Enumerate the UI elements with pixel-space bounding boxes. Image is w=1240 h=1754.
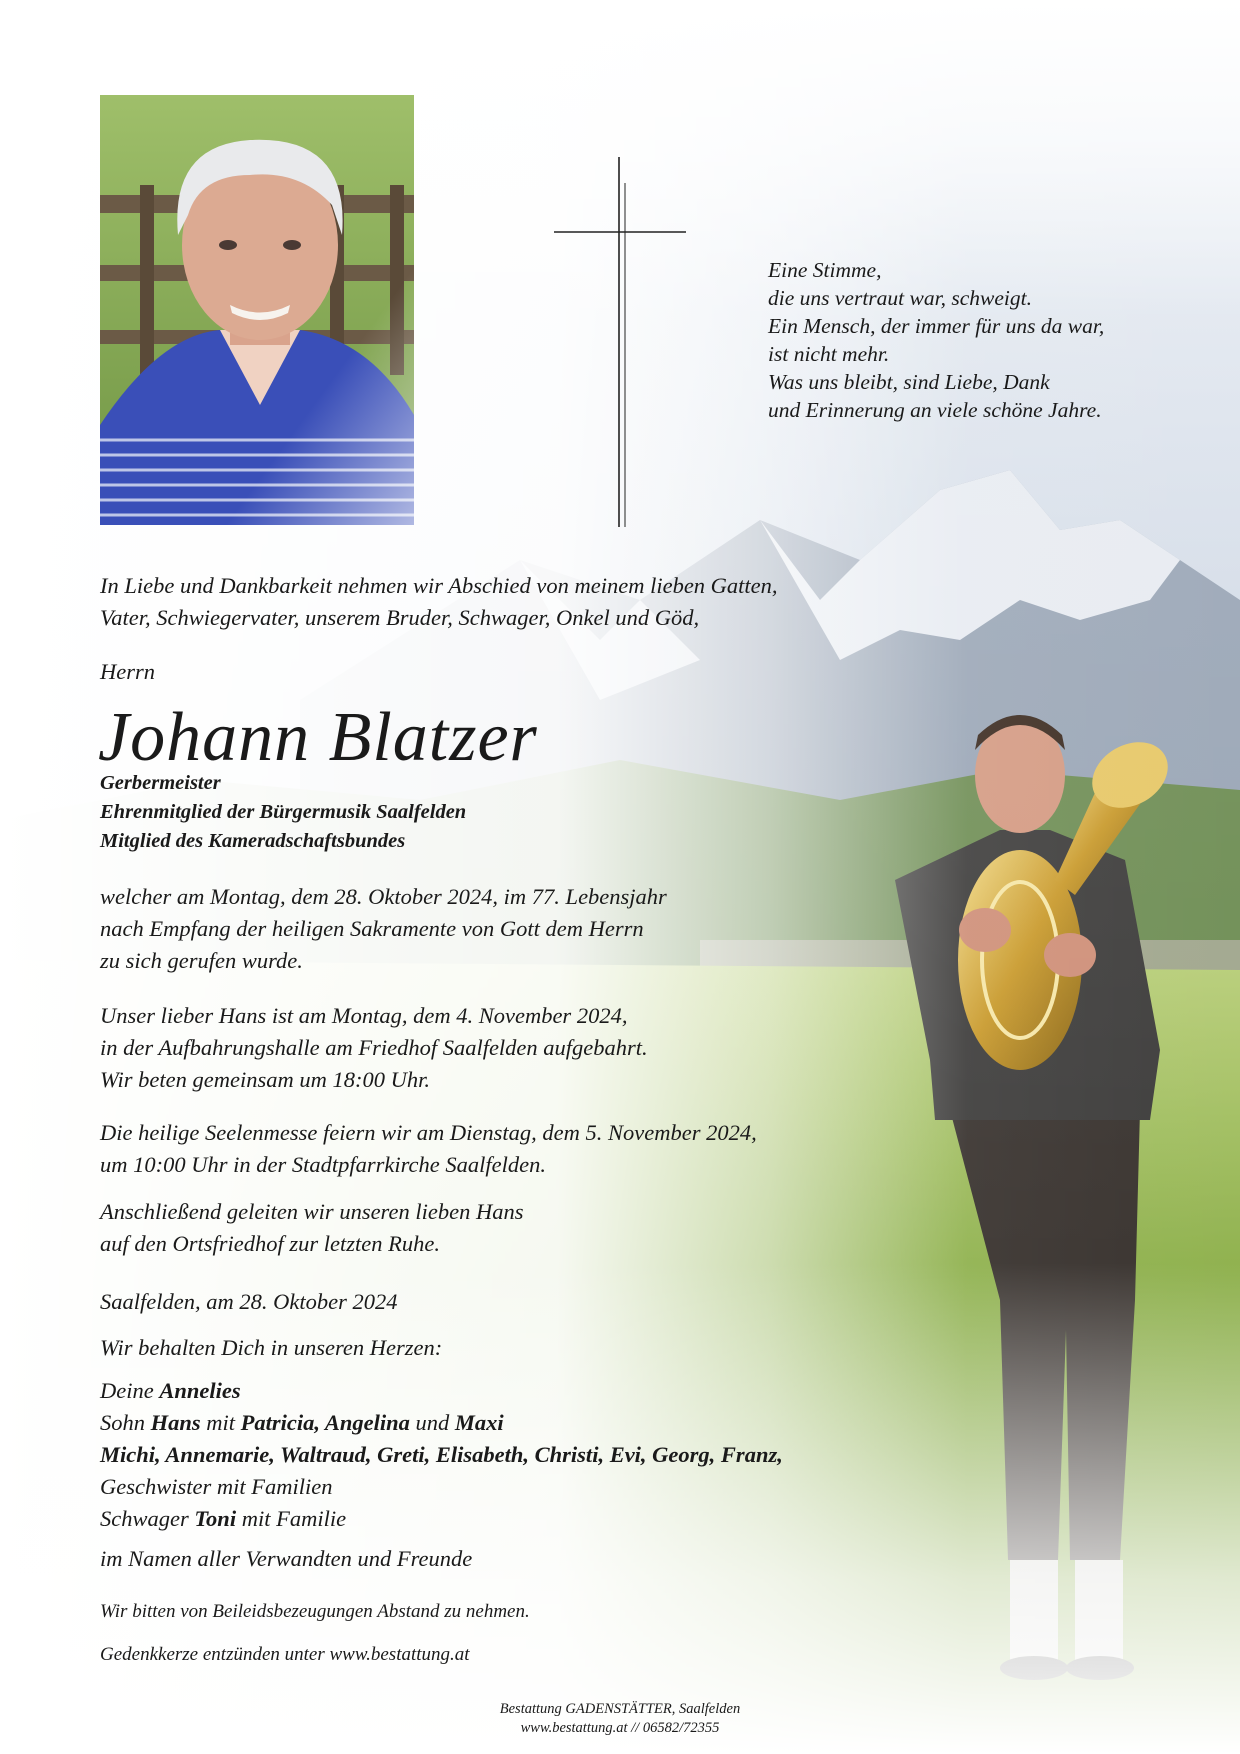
mass-line: Die heilige Seelenmesse feiern wir am Dienstag, dem 5. November 2024,: [100, 1120, 757, 1145]
brother-in-law-name: Toni: [194, 1506, 237, 1531]
death-line: zu sich gerufen wurde.: [100, 948, 303, 973]
memorial-poem: [768, 256, 1198, 424]
salutation: Herrn: [100, 659, 155, 684]
funeral-contact[interactable]: www.bestattung.at // 06582/72355: [520, 1720, 720, 1736]
son-name: Hans: [150, 1410, 201, 1435]
title-line: Gerbermeister: [100, 772, 221, 794]
son-family: Patricia, Angelina: [240, 1410, 410, 1435]
son-prefix: Sohn: [100, 1410, 151, 1435]
intro-line: Vater, Schwiegervater, unserem Bruder, Schwager, Onkel und Göd,: [100, 605, 700, 630]
wife-prefix: Deine: [100, 1378, 160, 1403]
death-line: nach Empfang der heiligen Sakramente von Gott dem Herrn: [100, 916, 644, 941]
wife-line: [100, 1375, 960, 1407]
intro-line: In Liebe und Dankbarkeit nehmen wir Abschied von meinem lieben Gatten,: [100, 573, 778, 598]
poem-line: ist nicht mehr.: [768, 342, 890, 366]
siblings-line: Geschwister mit Familien: [100, 1474, 333, 1499]
poem-line: Was uns bleibt, sind Liebe, Dank: [768, 370, 1050, 394]
poem-line: die uns vertraut war, schweigt.: [768, 286, 1032, 310]
poem-line: Eine Stimme,: [768, 258, 882, 282]
place-date: Saalfelden, am 28. Oktober 2024: [100, 1289, 398, 1314]
burial-line: auf den Ortsfriedhof zur letzten Ruhe.: [100, 1231, 440, 1256]
viewing-paragraph: [100, 1000, 960, 1096]
intro-paragraph: [100, 570, 960, 634]
portrait-photo: [100, 95, 414, 525]
brother-in-law-prefix: Schwager: [100, 1506, 195, 1531]
brother-in-law-suffix: mit Familie: [236, 1506, 347, 1531]
viewing-line: Wir beten gemeinsam um 18:00 Uhr.: [100, 1067, 430, 1092]
deceased-name: Johann Blatzer: [98, 699, 538, 776]
all-relatives-line: im Namen aller Verwandten und Freunde: [100, 1546, 473, 1571]
siblings-names: Michi, Annemarie, Waltraud, Greti, Elisabeth, Christi, Evi, Georg, Franz,: [100, 1442, 783, 1467]
son-and: und: [409, 1410, 455, 1435]
death-paragraph: [100, 881, 960, 977]
son-mid: mit: [200, 1410, 241, 1435]
wife-name: Annelies: [159, 1378, 241, 1403]
deceased-titles: [100, 769, 960, 856]
title-line: Ehrenmitglied der Bürgermusik Saalfelden: [100, 801, 467, 823]
family-list: [100, 1375, 960, 1535]
poem-line: Ein Mensch, der immer für uns da war,: [768, 314, 1105, 338]
title-line: Mitglied des Kameradschaftsbundes: [100, 830, 406, 852]
viewing-line: in der Aufbahrungshalle am Friedhof Saalfelden aufgebahrt.: [100, 1035, 648, 1060]
brother-in-law-line: [100, 1503, 960, 1535]
cross-symbol: [548, 157, 688, 527]
funeral-company: Bestattung GADENSTÄTTER, Saalfelden: [499, 1701, 741, 1717]
mass-paragraph: [100, 1117, 960, 1181]
poem-line: und Erinnerung an viele schöne Jahre.: [768, 398, 1102, 422]
burial-line: Anschließend geleiten wir unseren lieben Hans: [100, 1199, 524, 1224]
condolence-request: Wir bitten von Beileidsbezeugungen Abstand zu nehmen.: [100, 1601, 530, 1622]
burial-paragraph: [100, 1196, 960, 1260]
memorial-candle-link[interactable]: Gedenkkerze entzünden unter www.bestattung.at: [100, 1644, 470, 1665]
son-last: Maxi: [454, 1410, 504, 1435]
keep-in-hearts-line: Wir behalten Dich in unseren Herzen:: [100, 1335, 443, 1360]
viewing-line: Unser lieber Hans ist am Montag, dem 4. November 2024,: [100, 1003, 628, 1028]
mass-line: um 10:00 Uhr in der Stadtpfarrkirche Saalfelden.: [100, 1152, 546, 1177]
footer: [370, 1700, 870, 1738]
death-line: welcher am Montag, dem 28. Oktober 2024, im 77. Lebensjahr: [100, 884, 667, 909]
son-line: [100, 1407, 960, 1439]
siblings-names-line: [100, 1439, 960, 1471]
